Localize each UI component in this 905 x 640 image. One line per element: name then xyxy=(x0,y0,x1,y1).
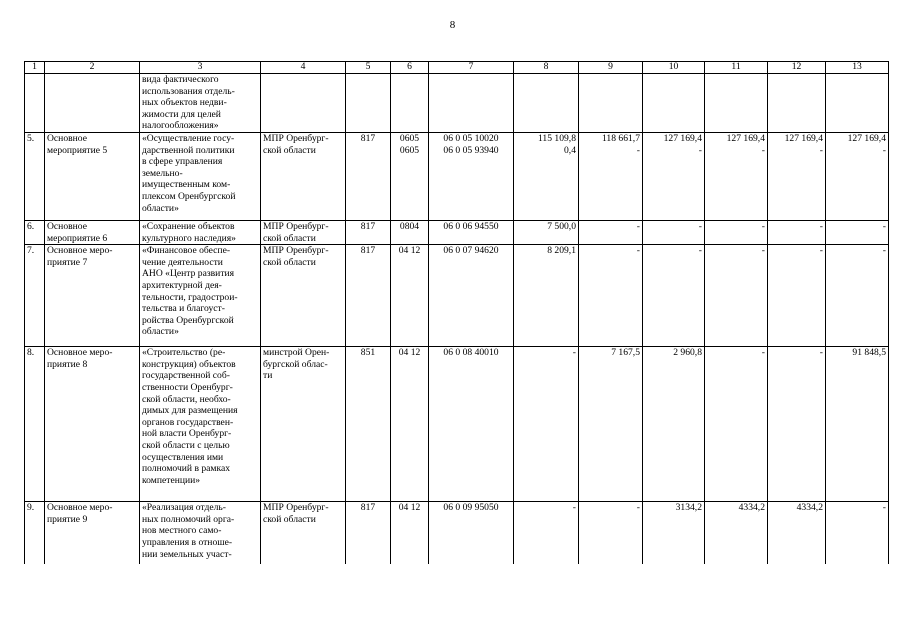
cell-line: нов местного само- xyxy=(142,525,222,537)
cell-line: 04 12 xyxy=(398,245,421,257)
cell-line: приятие 8 xyxy=(47,358,88,370)
amount-c13 xyxy=(826,220,889,244)
cell-line: Основное меро- xyxy=(47,502,113,514)
amount-c9 xyxy=(579,245,643,347)
cell-line: плексом Оренбургской xyxy=(142,190,236,202)
cell-line: культурного наследия» xyxy=(142,232,236,244)
cell-line: - xyxy=(761,347,765,359)
cell-line: 06 0 09 95050 xyxy=(443,502,499,514)
cell-line: 06 0 06 94550 xyxy=(443,220,499,232)
cell-line: АНО «Центр развития xyxy=(142,268,235,280)
cell-line: 4334,2 xyxy=(796,502,823,514)
amount-c13 xyxy=(826,245,889,347)
cell-line: 115 109,8 xyxy=(537,132,576,144)
csr-code xyxy=(429,245,514,347)
executor xyxy=(261,220,346,244)
cell-line: Основное меро- xyxy=(47,347,113,359)
cell-line: - xyxy=(882,220,886,232)
measure-description xyxy=(140,245,261,347)
cell-line: - xyxy=(819,220,823,232)
table-cell xyxy=(705,74,768,133)
cell-line: тельности, градострои- xyxy=(142,291,238,303)
cell-line: 06 0 05 93940 xyxy=(443,144,499,156)
cell-line: - xyxy=(882,144,886,156)
cell-line: жимости для целей xyxy=(142,108,221,120)
cell-line: 3134,2 xyxy=(675,502,702,514)
cell-line: - xyxy=(636,220,640,232)
cell-line: - xyxy=(819,144,823,156)
header-row xyxy=(25,62,889,74)
page-number: 8 xyxy=(449,19,456,31)
cell-line: компетенции» xyxy=(142,474,201,486)
cell-line: приятие 9 xyxy=(47,513,88,525)
cell-line: МПР Оренбург- xyxy=(263,220,329,232)
amount-c12 xyxy=(768,502,826,564)
cell-line: органов государствен- xyxy=(142,416,234,428)
row-number: 6. xyxy=(25,220,45,244)
cell-line: 127 169,4 xyxy=(663,132,702,144)
cell-line: 0804 xyxy=(399,220,420,232)
cell-line: ской области с целью xyxy=(142,439,230,451)
cell-line: - xyxy=(636,245,640,257)
cell-line: мероприятие 6 xyxy=(47,232,108,244)
amount-c9 xyxy=(579,347,643,502)
measure-name xyxy=(45,502,140,564)
column-header: 7 xyxy=(429,62,514,74)
cell-line: - xyxy=(819,245,823,257)
cell-line: 127 169,4 xyxy=(784,132,823,144)
table-cell xyxy=(140,74,261,133)
table-cell xyxy=(514,74,579,133)
cell-line: 04 12 xyxy=(398,502,421,514)
executor xyxy=(261,245,346,347)
cell-line: минстрой Орен- xyxy=(263,347,330,359)
cell-line: ной власти Оренбург- xyxy=(142,428,232,440)
cell-line: приятие 7 xyxy=(47,256,88,268)
budget-table xyxy=(24,61,889,564)
cell-line: - xyxy=(698,144,702,156)
cell-line: - xyxy=(761,245,765,257)
amount-c11 xyxy=(705,502,768,564)
amount-c10 xyxy=(643,502,705,564)
row-number: 5. xyxy=(25,132,45,220)
table-row xyxy=(25,502,889,564)
amount-c11 xyxy=(705,132,768,220)
cell-line: ской области xyxy=(263,513,316,525)
cell-line: имущественным ком- xyxy=(142,179,231,191)
rzpr-code xyxy=(391,347,429,502)
cell-line: конструкция) объектов xyxy=(142,358,236,370)
cell-line: ской области xyxy=(263,256,316,268)
cell-line: «Реализация отдель- xyxy=(142,502,227,514)
cell-line: чение деятельности xyxy=(142,256,223,268)
table-row xyxy=(25,245,889,347)
cell-line: ской области, необхо- xyxy=(142,393,231,405)
measure-description xyxy=(140,132,261,220)
cell-line: дарственной политики xyxy=(142,144,235,156)
table-cell xyxy=(768,74,826,133)
cell-line: - xyxy=(761,220,765,232)
cell-line: бургской облас- xyxy=(263,358,328,370)
cell-line: Основное xyxy=(47,132,87,144)
grbs-code: 851 xyxy=(346,347,391,502)
cell-line: 91 848,5 xyxy=(852,347,886,359)
table-cell xyxy=(826,74,889,133)
cell-line: ской области xyxy=(263,144,316,156)
cell-line: - xyxy=(572,347,576,359)
amount-c11 xyxy=(705,220,768,244)
cell-line: - xyxy=(698,220,702,232)
executor xyxy=(261,347,346,502)
measure-name xyxy=(45,132,140,220)
cell-line: - xyxy=(636,144,640,156)
amount-c8 xyxy=(514,502,579,564)
table-cell xyxy=(429,74,514,133)
column-header: 12 xyxy=(768,62,826,74)
cell-line: земельно- xyxy=(142,167,183,179)
cell-line: 06 0 05 10020 xyxy=(443,132,499,144)
table-cell xyxy=(261,74,346,133)
amount-c9 xyxy=(579,132,643,220)
csr-code xyxy=(429,132,514,220)
cell-line: области» xyxy=(142,202,179,214)
column-header: 5 xyxy=(346,62,391,74)
amount-c10 xyxy=(643,245,705,347)
amount-c13 xyxy=(826,502,889,564)
table-cell xyxy=(346,74,391,133)
cell-line: «Финансовое обеспе- xyxy=(142,245,231,257)
cell-line: МПР Оренбург- xyxy=(263,245,329,257)
rzpr-code xyxy=(391,132,429,220)
cell-line: ных полномочий орга- xyxy=(142,513,235,525)
cell-line: Основное xyxy=(47,220,87,232)
csr-code xyxy=(429,220,514,244)
cell-line: 0605 xyxy=(399,132,420,144)
measure-description xyxy=(140,220,261,244)
column-header: 8 xyxy=(514,62,579,74)
table-row xyxy=(25,74,889,133)
amount-c12 xyxy=(768,245,826,347)
cell-line: мероприятие 5 xyxy=(47,144,108,156)
amount-c12 xyxy=(768,220,826,244)
column-header: 1 xyxy=(25,62,45,74)
cell-line: 06 0 08 40010 xyxy=(443,347,499,359)
grbs-code: 817 xyxy=(346,502,391,564)
table-cell xyxy=(45,74,140,133)
measure-name xyxy=(45,245,140,347)
cell-line: государственной соб- xyxy=(142,370,230,382)
grbs-code: 817 xyxy=(346,245,391,347)
table-row xyxy=(25,347,889,502)
amount-c13 xyxy=(826,347,889,502)
cell-line: - xyxy=(882,245,886,257)
cell-line: тельства и благоуст- xyxy=(142,303,225,315)
csr-code xyxy=(429,347,514,502)
cell-line: 118 661,7 xyxy=(601,132,640,144)
cell-line: «Строительство (ре- xyxy=(142,347,226,359)
cell-line: архитектурной дея- xyxy=(142,279,222,291)
amount-c12 xyxy=(768,132,826,220)
table-row xyxy=(25,132,889,220)
amount-c12 xyxy=(768,347,826,502)
csr-code xyxy=(429,502,514,564)
grbs-code: 817 xyxy=(346,220,391,244)
amount-c9 xyxy=(579,220,643,244)
column-header: 13 xyxy=(826,62,889,74)
amount-c8 xyxy=(514,347,579,502)
cell-line: осуществления ими xyxy=(142,451,224,463)
grbs-code: 817 xyxy=(346,132,391,220)
cell-line: - xyxy=(819,347,823,359)
cell-line: - xyxy=(761,144,765,156)
cell-line: 04 12 xyxy=(398,347,421,359)
rzpr-code xyxy=(391,502,429,564)
cell-line: управления в отноше- xyxy=(142,536,233,548)
amount-c10 xyxy=(643,347,705,502)
amount-c11 xyxy=(705,347,768,502)
cell-line: димых для размещения xyxy=(142,405,238,417)
measure-name xyxy=(45,347,140,502)
amount-c10 xyxy=(643,132,705,220)
cell-line: 7 500,0 xyxy=(547,220,576,232)
row-number: 7. xyxy=(25,245,45,347)
column-header: 9 xyxy=(579,62,643,74)
rzpr-code xyxy=(391,245,429,347)
cell-line: области» xyxy=(142,326,179,338)
cell-line: 7 167,5 xyxy=(611,347,640,359)
cell-line: 4334,2 xyxy=(738,502,765,514)
amount-c11 xyxy=(705,245,768,347)
table-cell xyxy=(643,74,705,133)
table-cell xyxy=(579,74,643,133)
cell-line: Основное меро- xyxy=(47,245,113,257)
measure-name xyxy=(45,220,140,244)
cell-line: МПР Оренбург- xyxy=(263,132,329,144)
table-cell xyxy=(391,74,429,133)
column-header: 4 xyxy=(261,62,346,74)
cell-line: вида фактического xyxy=(142,74,219,85)
amount-c10 xyxy=(643,220,705,244)
cell-line: ных объектов недви- xyxy=(142,97,227,109)
amount-c8 xyxy=(514,220,579,244)
measure-description xyxy=(140,502,261,564)
executor xyxy=(261,502,346,564)
column-header: 11 xyxy=(705,62,768,74)
measure-description xyxy=(140,347,261,502)
cell-line: ти xyxy=(263,370,273,382)
cell-line: 127 169,4 xyxy=(726,132,765,144)
amount-c8 xyxy=(514,132,579,220)
rzpr-code xyxy=(391,220,429,244)
column-header: 2 xyxy=(45,62,140,74)
cell-line: 06 0 07 94620 xyxy=(443,245,499,257)
cell-line: - xyxy=(882,502,886,514)
table-row xyxy=(25,220,889,244)
cell-line: ройства Оренбургской xyxy=(142,314,234,326)
executor xyxy=(261,132,346,220)
table-cell xyxy=(25,74,45,133)
cell-line: ской области xyxy=(263,232,316,244)
cell-line: МПР Оренбург- xyxy=(263,502,329,514)
amount-c8 xyxy=(514,245,579,347)
cell-line: - xyxy=(572,502,576,514)
cell-line: 8 209,1 xyxy=(547,245,576,257)
cell-line: использования отдель- xyxy=(142,85,235,97)
cell-line: 0,4 xyxy=(564,144,576,156)
cell-line: в сфере управления xyxy=(142,156,223,168)
column-header: 10 xyxy=(643,62,705,74)
column-header: 3 xyxy=(140,62,261,74)
amount-c9 xyxy=(579,502,643,564)
cell-line: 2 960,8 xyxy=(673,347,702,359)
row-number: 8. xyxy=(25,347,45,502)
cell-line: ственности Оренбург- xyxy=(142,381,233,393)
cell-line: - xyxy=(698,245,702,257)
amount-c13 xyxy=(826,132,889,220)
cell-line: налогообложения» xyxy=(142,120,219,132)
cell-line: «Осуществление госу- xyxy=(142,132,235,144)
cell-line: - xyxy=(636,502,640,514)
cell-line: нии земельных участ- xyxy=(142,548,232,560)
row-number: 9. xyxy=(25,502,45,564)
cell-line: 0605 xyxy=(399,144,420,156)
cell-line: «Сохранение объектов xyxy=(142,220,235,232)
column-header: 6 xyxy=(391,62,429,74)
cell-line: 127 169,4 xyxy=(847,132,886,144)
cell-line: полномочий в рамках xyxy=(142,463,231,475)
